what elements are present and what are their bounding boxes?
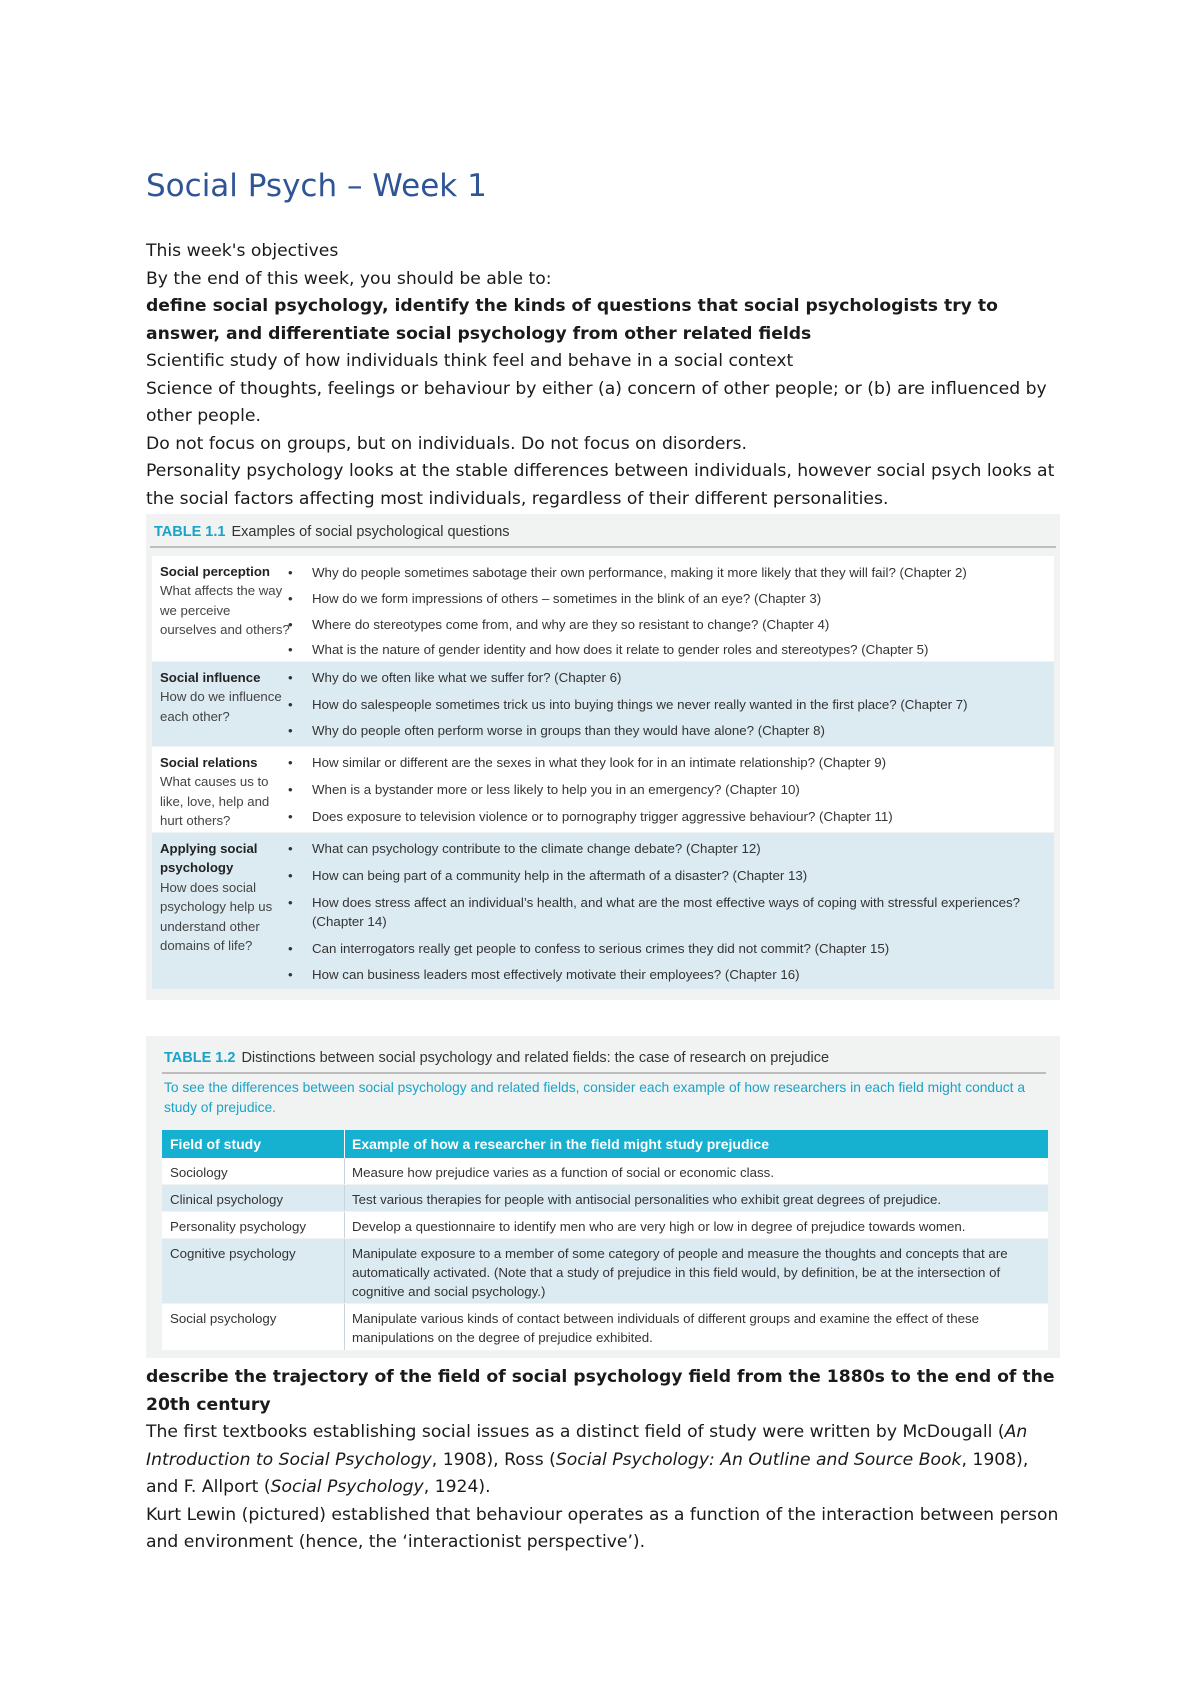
table-1-2-image xyxy=(146,1036,1060,1358)
list-item: • What can psychology contribute to the climate change debate? (Chapter 12) xyxy=(288,841,761,856)
category-cell: Applying social psychology How does social psychology help us understand other domains of life? xyxy=(160,841,273,954)
example-cell: Measure how prejudice varies as a function of social or economic class. xyxy=(352,1165,775,1180)
personality-text: Personality psychology looks at the stable differences between individuals, however social psych looks at the social factors affecting most individuals, regardless of their different personalities. xyxy=(146,461,1055,509)
objectives-heading: This week's objectives xyxy=(146,241,339,261)
category-cell: Social influence How do we influence each other? xyxy=(160,670,282,724)
example-cell: Develop a questionnaire to identify men who are very high or low in degree of prejudice towards women. xyxy=(352,1219,966,1234)
table-row xyxy=(152,662,1054,746)
field-cell: Cognitive psychology xyxy=(170,1246,296,1261)
example-cell: Test various therapies for people with antisocial personalities who exhibit great degrees of prejudice. xyxy=(352,1192,942,1207)
list-item: • How do we form impressions of others – sometimes in the blink of an eye? (Chapter 3) xyxy=(288,591,822,606)
focus-text: Do not focus on groups, but on individuals. Do not focus on disorders. xyxy=(146,433,747,454)
list-item: • Where do stereotypes come from, and why are they so resistant to change? (Chapter 4) xyxy=(288,617,830,632)
list-item: • Can interrogators really get people to confess to serious crimes they did not commit? (Chapter 15) xyxy=(288,941,890,956)
table-1-1-caption: TABLE 1.1 Examples of social psychological questions xyxy=(154,524,510,540)
table-row xyxy=(162,1185,1048,1211)
list-item: • Why do we often like what we suffer for? (Chapter 6) xyxy=(288,670,622,685)
example-cell: Manipulate exposure to a member of some category of people and measure the thoughts and concepts that are automatically activated. (Note that a study of prejudice in this field would, by definition, be at the intersection of cognitive and social psychology.) xyxy=(352,1246,1008,1299)
list-item: • How do salespeople sometimes trick us into buying things we never really wanted in the first place? (Chapter 7) xyxy=(288,697,968,712)
page-title: Social Psych – Week 1 xyxy=(146,168,487,204)
textbooks-text: The first textbooks establishing social issues as a distinct field of study were written by McDougall (An Introduction to Social Psychology, 1908), Ross (Social Psychology: An Outline and Source Book, 1908), and F. Allport (Social Psychology, 1924). xyxy=(146,1422,1029,1497)
table-1-2-intro: To see the differences between social psychology and related fields, consider each example of how researchers in each field might conduct a study of prejudice. xyxy=(164,1080,1026,1115)
table-1-2-caption: TABLE 1.2 Distinctions between social psychology and related fields: the case of research on prejudice xyxy=(164,1050,830,1066)
table-header xyxy=(162,1130,1048,1158)
table-1-1-image xyxy=(146,514,1060,1000)
table-1-2-rule xyxy=(162,1072,1046,1074)
table-row xyxy=(162,1212,1048,1238)
table-1-1-rule xyxy=(150,546,1056,548)
field-cell: Personality psychology xyxy=(170,1219,306,1234)
objectives-intro: By the end of this week, you should be able to: xyxy=(146,268,552,289)
list-item: • Why do people sometimes sabotage their own performance, making it more likely that they will fail? (Chapter 2) xyxy=(288,565,967,580)
table-1-2-tag: TABLE 1.2 xyxy=(164,1050,236,1066)
field-cell: Social psychology xyxy=(170,1311,277,1326)
table-row xyxy=(152,747,1054,832)
list-item: • How similar or different are the sexes in what they look for in an intimate relationship? (Chapter 9) xyxy=(288,755,887,770)
table-1-1-tag: TABLE 1.1 xyxy=(154,524,226,540)
science-text: Science of thoughts, feelings or behaviour by either (a) concern of other people; or (b) are influenced by other people. xyxy=(146,378,1047,426)
list-item: • How can being part of a community help in the aftermath of a disaster? (Chapter 13) xyxy=(288,868,808,883)
list-item: • How does stress affect an individual’s health, and what are the most effective ways of coping with stressful experiences? (Chapter 14) xyxy=(288,895,1021,929)
table-row xyxy=(152,833,1054,989)
field-cell: Sociology xyxy=(170,1165,228,1180)
definition-text: Scientific study of how individuals think feel and behave in a social context xyxy=(146,351,794,371)
table-row xyxy=(162,1158,1048,1184)
table-row xyxy=(162,1239,1048,1303)
category-cell: Social relations What causes us to like, love, help and hurt others? xyxy=(160,755,270,829)
lewin-text: Kurt Lewin (pictured) established that behaviour operates as a function of the interaction between person and environment (hence, the ‘interactionist perspective’). xyxy=(146,1504,1059,1552)
table-row xyxy=(152,556,1054,661)
list-item: • Does exposure to television violence or to pornography trigger aggressive behaviour? (Chapter 11) xyxy=(288,809,893,824)
example-cell: Manipulate various kinds of contact between individuals of different groups and examine the effect of these manipulations on the degree of prejudice exhibited. xyxy=(352,1311,980,1345)
table-row xyxy=(162,1304,1048,1350)
column-header-field: Field of study xyxy=(170,1136,261,1152)
list-item: • What is the nature of gender identity and how does it relate to gender roles and stereotypes? (Chapter 5) xyxy=(288,642,929,657)
objective-2: describe the trajectory of the field of social psychology field from the 1880s to the end of the 20th century xyxy=(146,1367,1055,1415)
objective-1: define social psychology, identify the kinds of questions that social psychologists try to answer, and differentiate social psychology from other related fields xyxy=(146,296,998,344)
column-header-example: Example of how a researcher in the field might study prejudice xyxy=(352,1136,769,1152)
field-cell: Clinical psychology xyxy=(170,1192,284,1207)
category-cell: Social perception What affects the way we perceive ourselves and others? xyxy=(160,564,290,638)
list-item: • Why do people often perform worse in groups than they would have alone? (Chapter 8) xyxy=(288,723,825,738)
list-item: • How can business leaders most effectively motivate their employees? (Chapter 16) xyxy=(288,967,800,982)
list-item: • When is a bystander more or less likely to help you in an emergency? (Chapter 10) xyxy=(288,782,800,797)
